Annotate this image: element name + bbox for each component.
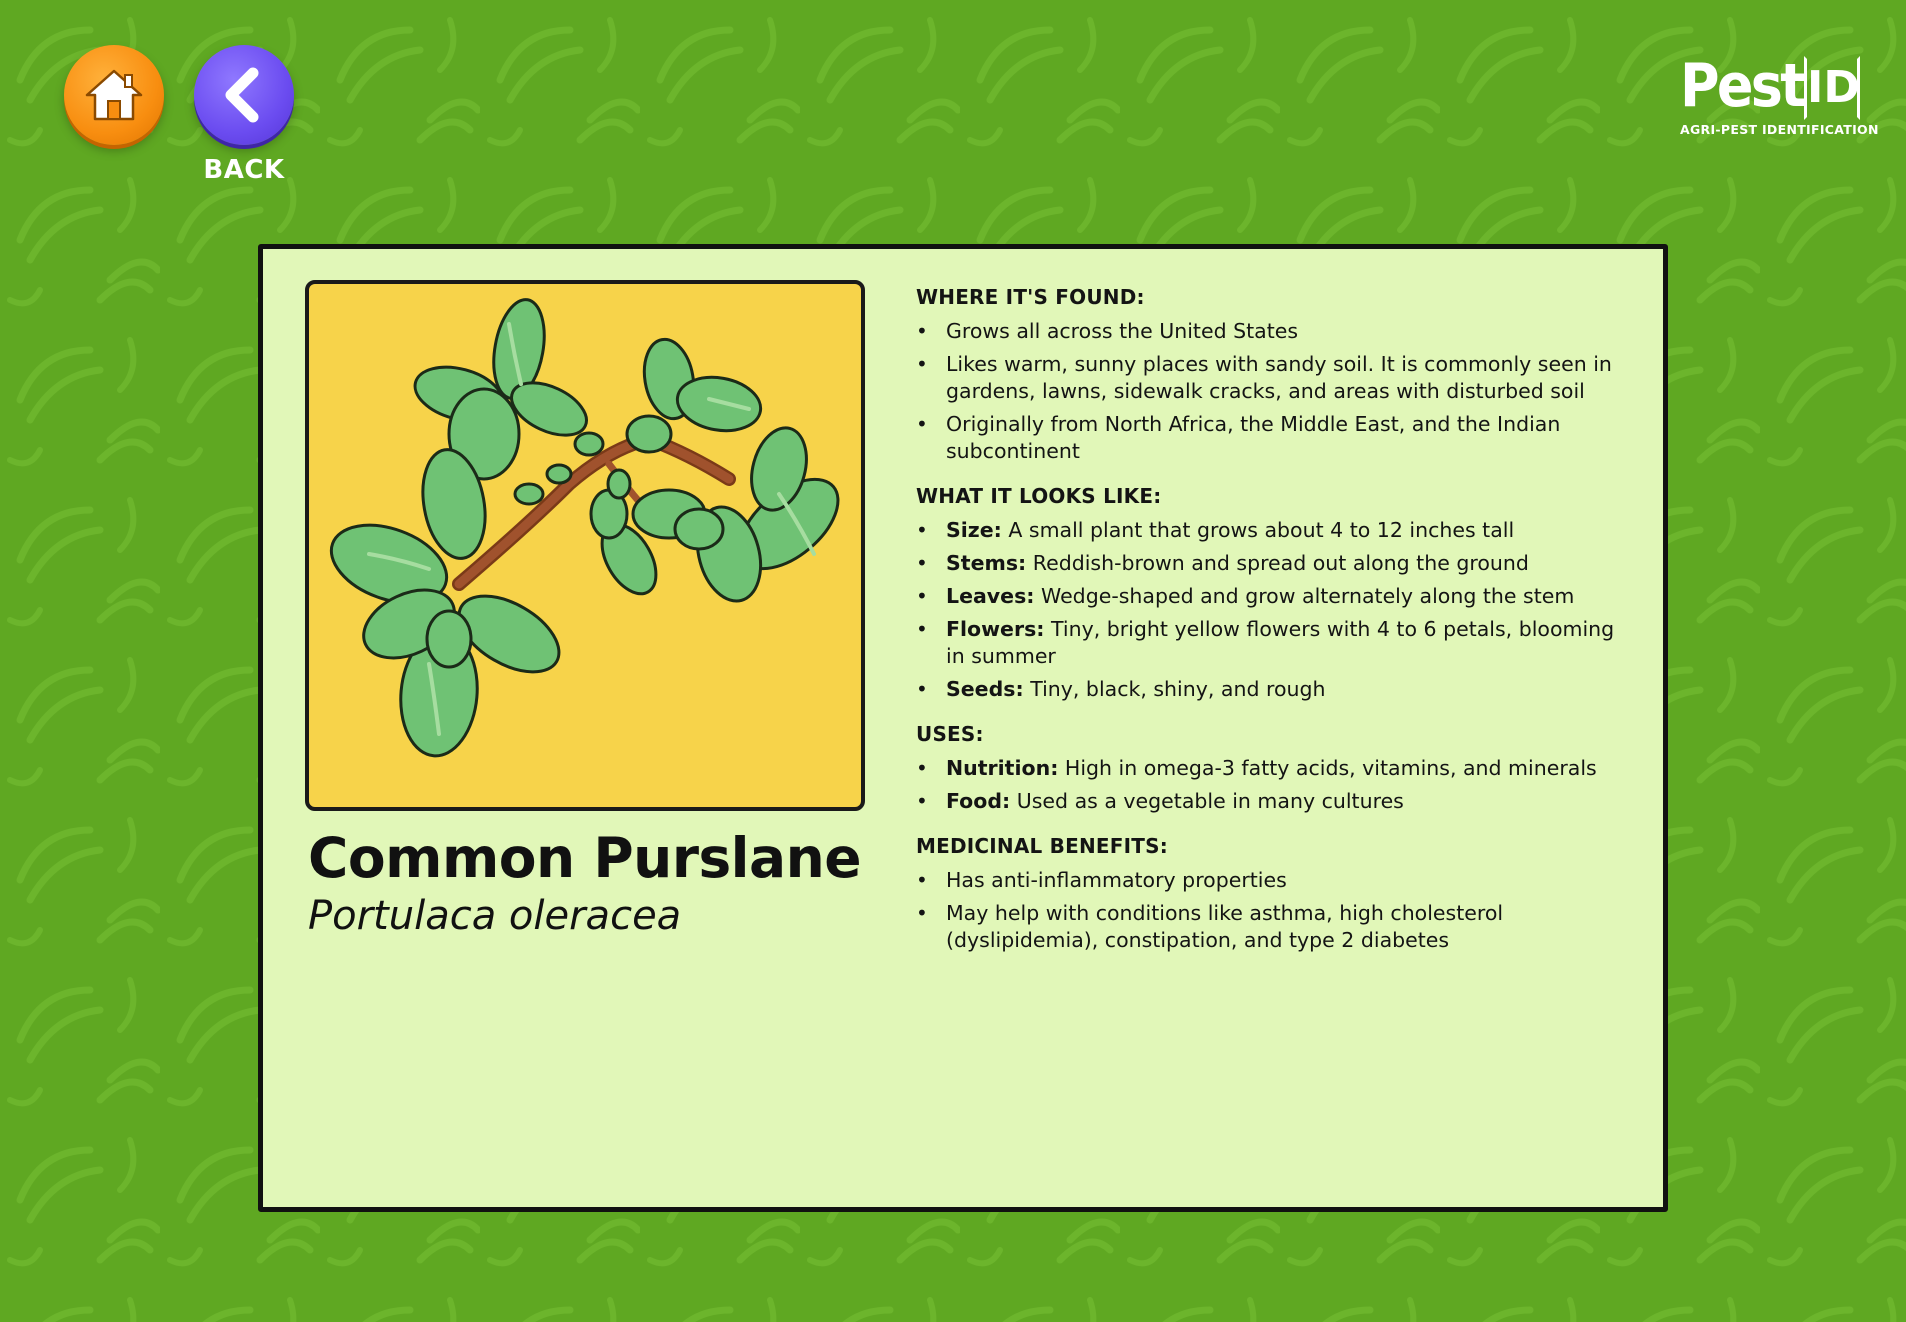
logo-wordmark: Pest	[1680, 51, 1804, 121]
pest-id-logo	[1672, 51, 1879, 140]
section-title: USES:	[916, 722, 984, 746]
list-item: • Grows all across the United States	[916, 318, 1626, 345]
section-appearance	[916, 483, 1626, 703]
section-title: WHAT IT LOOKS LIKE:	[916, 484, 1162, 508]
section-title: WHERE IT'S FOUND:	[916, 285, 1145, 309]
list-item: • Likes warm, sunny places with sandy soil. It is commonly seen in gardens, lawns, sidewalk cracks, and areas with disturbed soil	[916, 351, 1626, 405]
list-item: • Stems: Reddish-brown and spread out along the ground	[916, 550, 1626, 577]
back-button[interactable]	[194, 45, 294, 145]
section-title: MEDICINAL BENEFITS:	[916, 834, 1168, 858]
list-item: • Food: Used as a vegetable in many cultures	[916, 788, 1626, 815]
list-item: • Originally from North Africa, the Middle East, and the Indian subcontinent	[916, 411, 1626, 465]
back-label[interactable]: BACK	[203, 155, 285, 185]
plant-common-name: Common Purslane	[308, 826, 862, 890]
home-button[interactable]	[64, 45, 164, 145]
section-uses	[916, 721, 1626, 815]
logo-tagline: AGRI-PEST IDENTIFICATION	[1680, 122, 1879, 137]
section-where-found	[916, 284, 1626, 465]
list-item: • Seeds: Tiny, black, shiny, and rough	[916, 676, 1626, 703]
plant-info	[916, 284, 1626, 972]
list-item: • Flowers: Tiny, bright yellow flowers with 4 to 6 petals, blooming in summer	[916, 616, 1626, 670]
list-item: • Nutrition: High in omega-3 fatty acids, vitamins, and minerals	[916, 755, 1626, 782]
plant-scientific-name: Portulaca oleracea	[308, 893, 682, 939]
list-item: • May help with conditions like asthma, high cholesterol (dyslipidemia), constipation, and type 2 diabetes	[916, 900, 1626, 954]
list-item: • Has anti-inflammatory properties	[916, 867, 1626, 894]
purslane-drawing	[309, 284, 861, 807]
section-medicinal	[916, 833, 1626, 954]
plant-illustration	[305, 280, 865, 811]
chevron-left-icon	[219, 65, 269, 125]
home-icon	[83, 67, 145, 123]
list-item: • Size: A small plant that grows about 4 to 12 inches tall	[916, 517, 1626, 544]
logo-id-badge: ID	[1804, 56, 1860, 120]
list-item: • Leaves: Wedge-shaped and grow alternately along the stem	[916, 583, 1626, 610]
